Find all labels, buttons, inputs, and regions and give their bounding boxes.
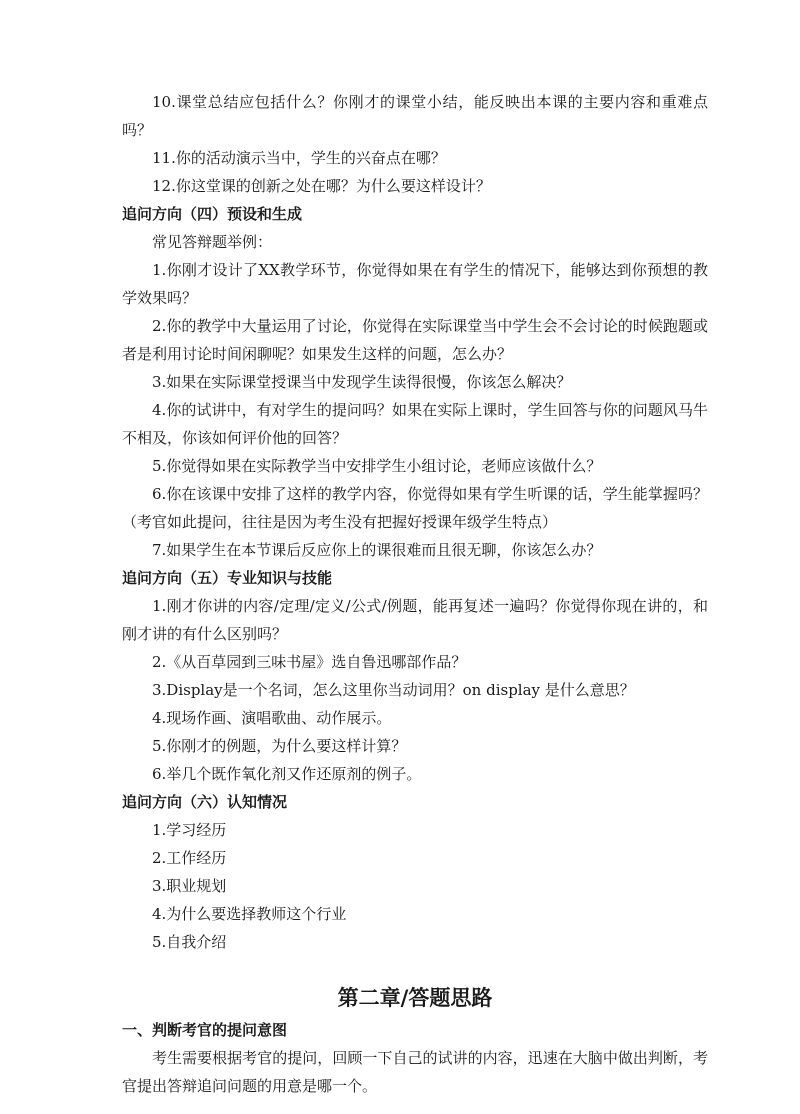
paragraph: 7.如果学生在本节课后反应你上的课很难而且很无聊，你该怎么办？ (152, 541, 602, 559)
paragraph: 1.学习经历 (152, 821, 227, 839)
paragraph: 常见答辩题举例： (152, 233, 273, 251)
paragraph: 3.如果在实际课堂授课当中发现学生读得很慢，你该怎么解决？ (152, 373, 572, 391)
subsection-heading: 追问方向（四）预设和生成 (122, 205, 303, 223)
paragraph: 6.举几个既作氧化剂又作还原剂的例子。 (152, 765, 422, 783)
paragraph: 5.你刚才的例题，为什么要这样计算？ (152, 737, 407, 755)
paragraph: 12.你这堂课的创新之处在哪？为什么要这样设计？ (152, 177, 491, 195)
chapter-title: 第二章/答题思路 (337, 986, 493, 1010)
paragraph: 3.Display是一个名词，怎么这里你当动词用？on display 是什么意思？ (152, 681, 635, 699)
paragraph: 3.职业规划 (152, 877, 227, 895)
paragraph: 1.你刚才设计了XX教学环节，你觉得如果在有学生的情况下，能够达到你预想的教学效果吗？ (122, 261, 708, 307)
paragraph: 11.你的活动演示当中，学生的兴奋点在哪？ (152, 149, 446, 167)
paragraph: 4.现场作画、演唱歌曲、动作展示。 (152, 709, 392, 727)
document-body (122, 88, 708, 1100)
paragraph: 6.你在该课中安排了这样的教学内容，你觉得如果有学生听课的话，学生能掌握吗？（考官如此提问，往往是因为考生没有把握好授课年级学生特点） (122, 485, 708, 531)
paragraph: 2.《从百草园到三味书屋》选自鲁迅哪部作品？ (152, 653, 467, 671)
paragraph: 1.刚才你讲的内容/定理/定义/公式/例题，能再复述一遍吗？你觉得你现在讲的，和刚才讲的有什么区别吗？ (122, 597, 708, 643)
subsection-heading: 追问方向（五）专业知识与技能 (122, 569, 333, 587)
paragraph: 4.你的试讲中，有对学生的提问吗？如果在实际上课时，学生回答与你的问题风马牛不相及，你该如何评价他的回答？ (122, 401, 708, 447)
paragraph: 5.自我介绍 (152, 933, 227, 951)
paragraph: 5.你觉得如果在实际教学当中安排学生小组讨论，老师应该做什么？ (152, 457, 602, 475)
paragraph: 2.工作经历 (152, 849, 227, 867)
paragraph: 10.课堂总结应包括什么？你刚才的课堂小结，能反映出本课的主要内容和重难点吗？ (122, 93, 708, 139)
paragraph: 2.你的教学中大量运用了讨论，你觉得在实际课堂当中学生会不会讨论的时候跑题或者是利用讨论时间闲聊呢？如果发生这样的问题，怎么办？ (122, 317, 708, 363)
paragraph: 考生需要根据考官的提问，回顾一下自己的试讲的内容，迅速在大脑中做出判断，考官提出答辩追问问题的用意是哪一个。 (122, 1049, 708, 1095)
paragraph: 4.为什么要选择教师这个行业 (152, 905, 347, 923)
subsection-heading: 追问方向（六）认知情况 (122, 793, 288, 811)
section-title: 一、判断考官的提问意图 (122, 1021, 288, 1039)
